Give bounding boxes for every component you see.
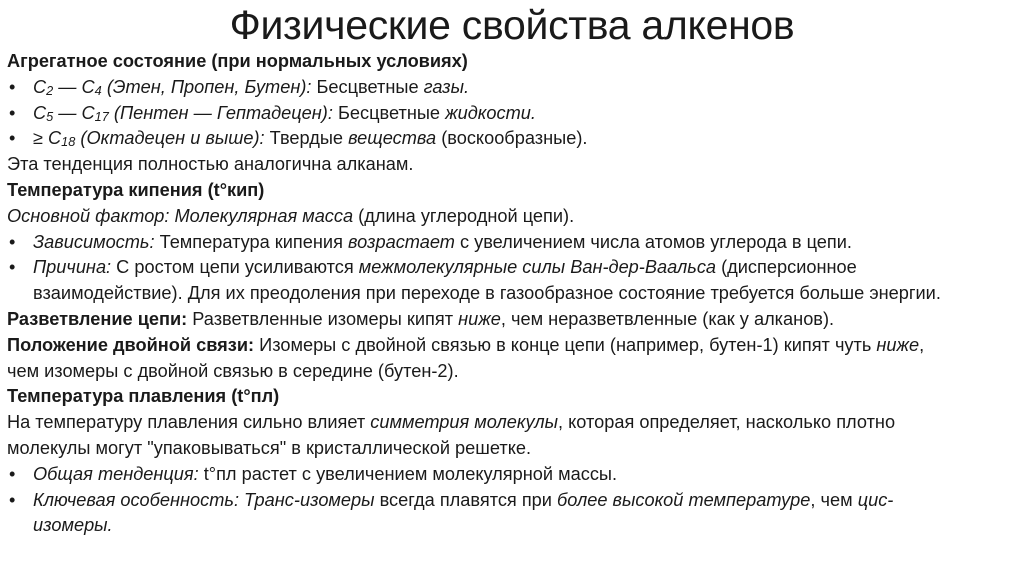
- section-heading-aggregate: Агрегатное состояние (при нормальных условиях): [7, 51, 468, 71]
- list-item-solids: • ≥ $C_{18}$ (Октадецен и выше): Твердые вещества (воскообразные).: [7, 126, 1019, 152]
- list-item-reason: • Причина: С ростом цепи усиливаются межмолекулярные силы Ван-дер-Ваальса (дисперсионное: [7, 255, 1019, 281]
- slide-body: [7, 49, 1019, 539]
- paragraph-symmetry: На температуру плавления сильно влияет симметрия молекулы, которая определяет, насколько плотно: [7, 412, 896, 433]
- paragraph-double-bond-continued: чем изомеры с двойной связью в середине (бутен-2).: [7, 360, 459, 381]
- list-item-gases: • $C_2$ — $C_4$ (Этен, Пропен, Бутен): Бесцветные газы.: [7, 75, 1019, 101]
- list-item-key-feature-continued: изомеры.: [33, 515, 113, 536]
- paragraph-symmetry-continued: молекулы могут "упаковываться" в кристаллической решетке.: [7, 437, 532, 458]
- list-item-dependence: • Зависимость: Температура кипения возрастает с увеличением числа атомов углерода в цепи.: [7, 230, 1019, 256]
- paragraph-double-bond: Положение двойной связи: Изомеры с двойной связью в конце цепи (например, бутен-1) кипят чуть ниже,: [7, 334, 925, 355]
- paragraph-branching: Разветвление цепи: Разветвленные изомеры кипят ниже, чем неразветвленные (как у алканов).: [7, 308, 835, 329]
- formula-range: $C_5$ — $C_{17}$ (Пентен — Гептадецен):: [33, 102, 333, 124]
- note-text: Эта тенденция полностью аналогична алканам.: [7, 154, 414, 175]
- list-item-key-feature: • Ключевая особенность: Транс-изомеры всегда плавятся при более высокой температуре, чем цис-: [7, 488, 1019, 514]
- section-heading-boiling: Температура кипения (t°кип): [7, 179, 265, 200]
- page-title: Физические свойства алкенов: [229, 2, 795, 48]
- paragraph-main-factor: Основной фактор: Молекулярная масса (длина углеродной цепи).: [7, 205, 575, 226]
- section-heading-melting: Температура плавления (t°пл): [7, 386, 280, 407]
- list-item-liquids: • $C_5$ — $C_{17}$ (Пентен — Гептадецен): Бесцветные жидкости.: [7, 101, 1019, 127]
- list-item-general-trend: • Общая тенденция: t°пл растет с увеличением молекулярной массы.: [7, 462, 1019, 488]
- formula-range: $C_2$ — $C_4$ (Этен, Пропен, Бутен):: [33, 76, 312, 98]
- list-item-reason-continued: взаимодействие). Для их преодоления при переходе в газообразное состояние требуется больше энергии.: [33, 283, 941, 304]
- formula-range: ≥ $C_{18}$ (Октадецен и выше):: [33, 128, 265, 150]
